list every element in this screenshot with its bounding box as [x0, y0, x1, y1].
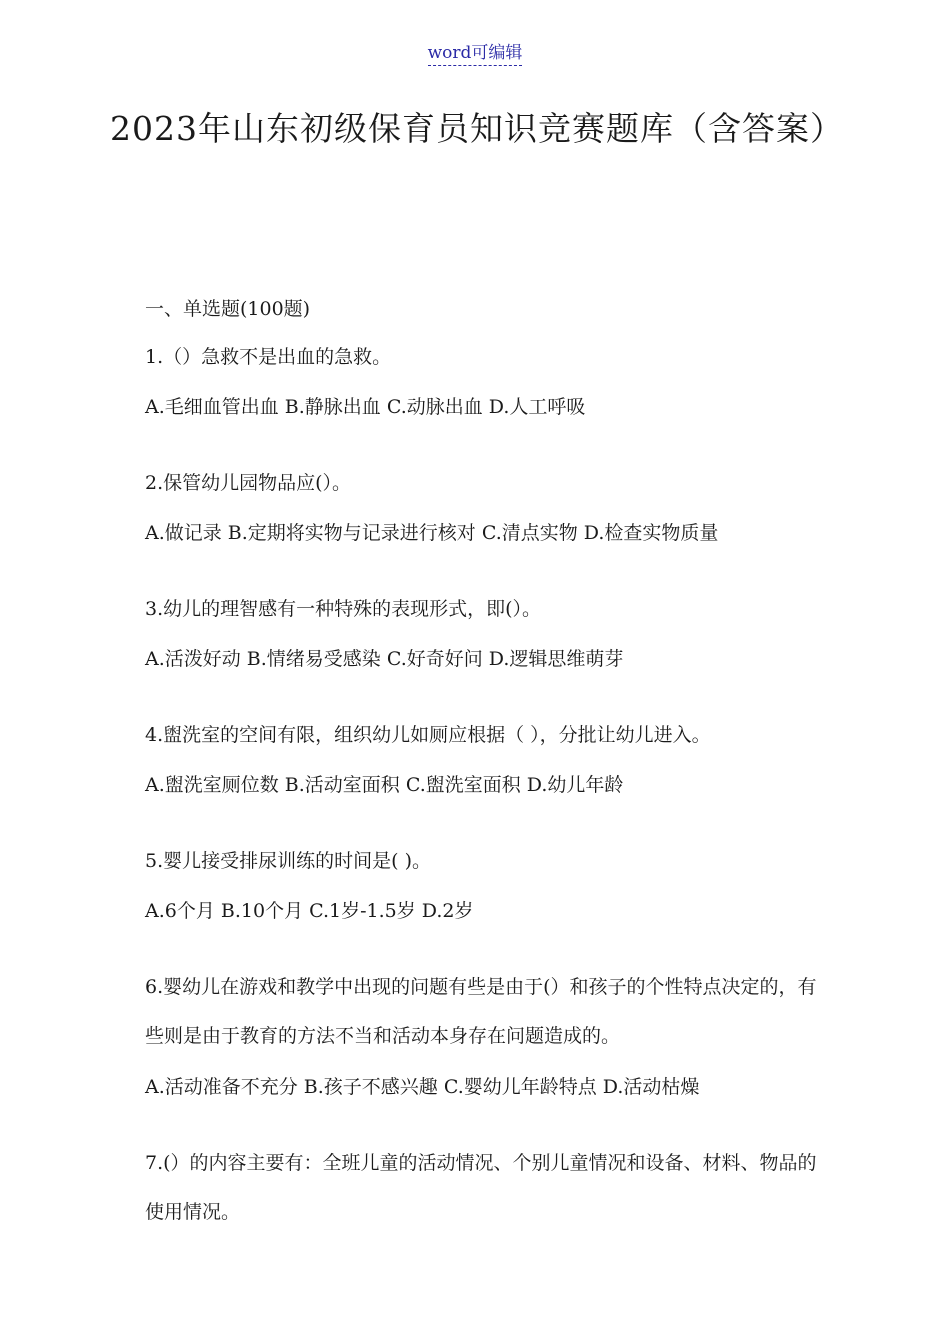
- question-options: A.盥洗室厕位数 B.活动室面积 C.盥洗室面积 D.幼儿年龄: [145, 774, 624, 796]
- question-stem: 7.(）的内容主要有：全班儿童的活动情况、个别儿童情况和设备、材料、物品的使用情况。: [145, 1152, 817, 1223]
- section-heading: 一、单选题(100题): [145, 298, 311, 320]
- header-link[interactable]: [0, 38, 950, 63]
- question-options: A.做记录 B.定期将实物与记录进行核对 C.清点实物 D.检查实物质量: [145, 522, 719, 544]
- header-link-text[interactable]: word可编辑: [428, 43, 523, 66]
- question-options: A.毛细血管出血 B.静脉出血 C.动脉出血 D.人工呼吸: [145, 396, 586, 418]
- document-title: 2023年山东初级保育员知识竞赛题库（含答案）: [110, 109, 844, 148]
- question-options: A.活动准备不充分 B.孩子不感兴趣 C.婴幼儿年龄特点 D.活动枯燥: [145, 1076, 700, 1098]
- question-stem: 2.保管幼儿园物品应(）。: [145, 472, 352, 494]
- question-stem: 4.盥洗室的空间有限，组织幼儿如厕应根据（ ），分批让幼儿进入。: [145, 724, 711, 746]
- question-options: A.活泼好动 B.情绪易受感染 C.好奇好问 D.逻辑思维萌芽: [145, 648, 624, 670]
- document-body: [145, 297, 825, 1251]
- question-stem: 6.婴幼儿在游戏和教学中出现的问题有些是由于(）和孩子的个性特点决定的，有些则是由于教育的方法不当和活动本身存在问题造成的。: [145, 976, 817, 1047]
- question-options: A.6个月 B.10个月 C.1岁-1.5岁 D.2岁: [145, 900, 474, 922]
- question-stem: 1.（）急救不是出血的急救。: [145, 346, 392, 368]
- question-stem: 3.幼儿的理智感有一种特殊的表现形式，即(）。: [145, 598, 542, 620]
- question-stem: 5.婴儿接受排尿训练的时间是( )。: [145, 850, 431, 872]
